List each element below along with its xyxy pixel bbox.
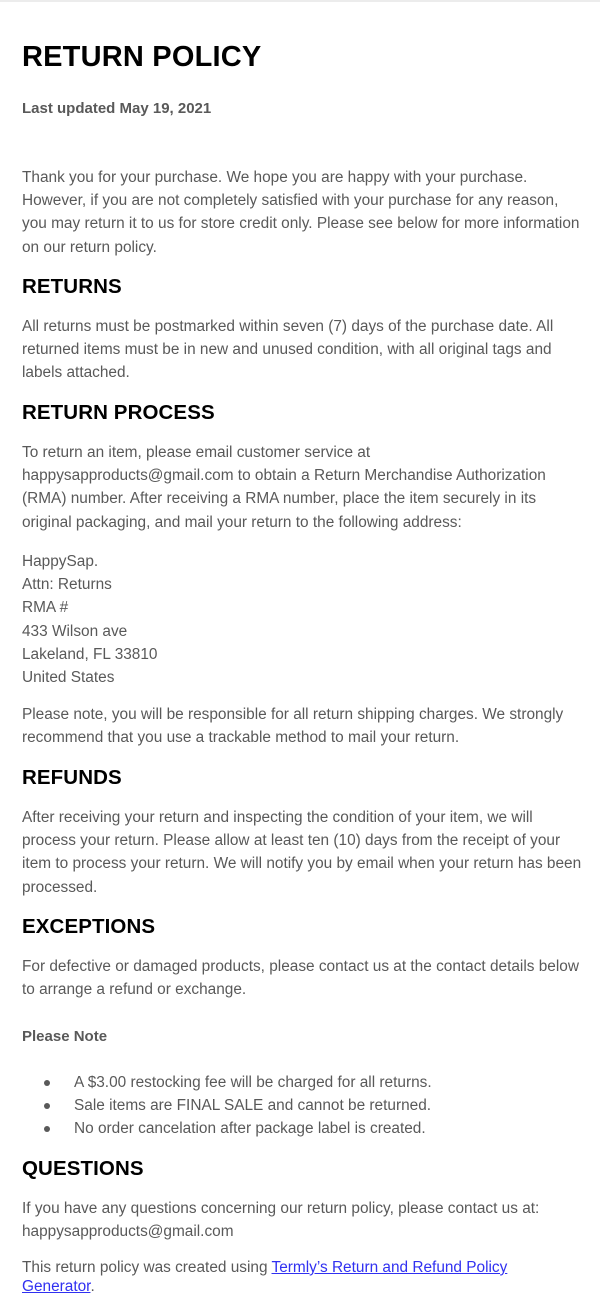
- please-note-label: Please Note: [22, 1028, 108, 1045]
- list-item-text: Sale items are FINAL SALE and cannot be returned.: [74, 1097, 432, 1115]
- mailing-address: [22, 550, 158, 689]
- section-heading-refunds: REFUNDS: [22, 766, 122, 789]
- shipping-charges-note: [22, 703, 588, 749]
- section-heading-questions: QUESTIONS: [22, 1157, 144, 1180]
- list-item: [22, 1117, 432, 1140]
- bullet-icon: [44, 1103, 50, 1109]
- intro-line: However, if you are not completely satisfied with your purchase for any reason,: [22, 192, 559, 210]
- intro-line: Thank you for your purchase. We hope you are happy with your purchase.: [22, 169, 528, 186]
- return-process-line: To return an item, please email customer service at: [22, 444, 371, 461]
- questions-email: happysapproducts@gmail.com: [22, 1223, 234, 1241]
- exceptions-line: to arrange a refund or exchange.: [22, 981, 247, 999]
- section-heading-return-process: RETURN PROCESS: [22, 401, 215, 424]
- shipping-note-line: recommend that you use a trackable method to mail your return.: [22, 729, 460, 747]
- list-item: [22, 1094, 432, 1117]
- returns-line: returned items must be in new and unused condition, with all original tags and: [22, 341, 552, 359]
- refunds-line: After receiving your return and inspecting the condition of your item, we will: [22, 809, 533, 826]
- address-line: Attn: Returns: [22, 576, 112, 594]
- list-item-text: No order cancelation after package label is created.: [74, 1120, 426, 1138]
- attribution-period: .: [90, 1277, 95, 1295]
- refunds-line: process your return. Please allow at least ten (10) days from the receipt of your: [22, 832, 561, 850]
- refunds-paragraph: [22, 806, 588, 899]
- top-divider: [0, 0, 600, 2]
- shipping-note-line: Please note, you will be responsible for all return shipping charges. We strongly: [22, 706, 564, 723]
- address-line: RMA #: [22, 599, 69, 617]
- address-line: 433 Wilson ave: [22, 622, 128, 640]
- address-line: United States: [22, 669, 115, 687]
- list-item: [22, 1071, 432, 1094]
- questions-paragraph: [22, 1197, 588, 1243]
- return-process-paragraph: [22, 441, 588, 534]
- intro-paragraph: [22, 166, 588, 259]
- refunds-line: processed.: [22, 878, 98, 896]
- section-heading-returns: RETURNS: [22, 275, 122, 298]
- termly-attribution: [22, 1259, 588, 1296]
- returns-line: All returns must be postmarked within seven (7) days of the purchase date. All: [22, 318, 554, 335]
- last-updated-date: Last updated May 19, 2021: [22, 100, 212, 117]
- address-line: HappySap.: [22, 553, 99, 570]
- list-item-text: A $3.00 restocking fee will be charged for all returns.: [74, 1074, 432, 1091]
- returns-line: labels attached.: [22, 364, 130, 382]
- address-line: Lakeland, FL 33810: [22, 645, 158, 663]
- returns-paragraph: [22, 315, 588, 385]
- exceptions-bullet-list: [22, 1071, 432, 1141]
- bullet-icon: [44, 1080, 50, 1086]
- section-heading-exceptions: EXCEPTIONS: [22, 915, 156, 938]
- questions-line: If you have any questions concerning our return policy, please contact us at:: [22, 1200, 540, 1217]
- attribution-text: This return policy was created using: [22, 1259, 272, 1276]
- return-process-line: original packaging, and mail your return to the following address:: [22, 513, 462, 531]
- intro-line: on our return policy.: [22, 238, 157, 256]
- intro-line: you may return it to us for store credit only. Please see below for more information: [22, 215, 580, 233]
- bullet-icon: [44, 1126, 50, 1132]
- exceptions-line: For defective or damaged products, please contact us at the contact details below: [22, 958, 579, 975]
- page-title: RETURN POLICY: [22, 41, 262, 73]
- link-text-line2: Generator: [22, 1277, 91, 1295]
- exceptions-paragraph: [22, 955, 588, 1001]
- refunds-line: item to process your return. We will notify you by email when your return has been: [22, 855, 582, 873]
- link-text-line1: Termly’s Return and Refund Policy: [271, 1259, 508, 1276]
- return-process-line: (RMA) number. After receiving a RMA number, place the item securely in its: [22, 490, 537, 508]
- return-process-line: happysapproducts@gmail.com to obtain a Return Merchandise Authorization: [22, 467, 546, 485]
